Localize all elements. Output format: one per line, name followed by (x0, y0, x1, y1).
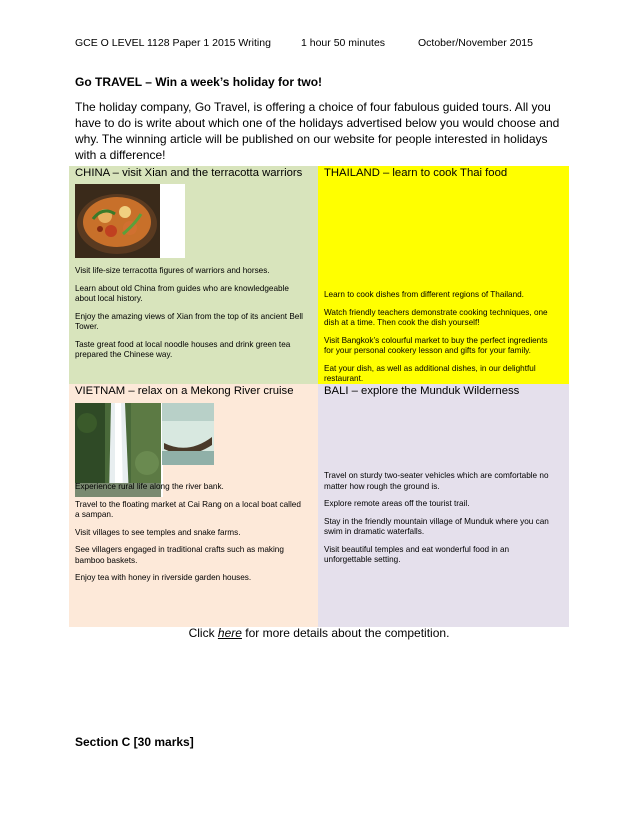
tour-cell-thailand (318, 166, 569, 384)
list-item: Visit Bangkok’s colourful market to buy the perfect ingredients for your personal cookery lesson and gifts for your family. (324, 335, 548, 355)
bali-description (324, 471, 559, 573)
page-title: Go TRAVEL – Win a week’s holiday for two! (75, 75, 323, 89)
tour-heading-vietnam: VIETNAM – relax on a Mekong River cruise (75, 385, 294, 397)
list-item: Visit life-size terracotta figures of warriors and horses. (75, 266, 270, 275)
list-item: Visit beautiful temples and eat wonderful food in an unforgettable setting. (324, 544, 510, 564)
china-food-photo (75, 184, 185, 258)
list-item: Travel to the floating market at Cai Rang on a local boat called a sampan. (75, 499, 301, 519)
list-item: Visit villages to see temples and snake farms. (75, 527, 241, 537)
list-item: Learn about old China from guides who are knowledgeable about local history. (75, 283, 289, 303)
list-item: Taste great food at local noodle houses and drink green tea prepared the Chinese way. (75, 339, 291, 359)
list-item: See villagers engaged in traditional crafts such as making bamboo baskets. (75, 545, 284, 565)
list-item: Watch friendly teachers demonstrate cooking techniques, one dish at a time. Then cook the dish yourself! (324, 307, 548, 327)
list-item: Experience rural life along the river bank. (75, 482, 224, 491)
china-description (75, 266, 307, 368)
exam-title: GCE O LEVEL 1128 Paper 1 2015 Writing (75, 37, 271, 49)
list-item: Travel on sturdy two-seater vehicles which are comfortable no matter how rough the ground is. (324, 471, 549, 491)
tour-heading-thailand: THAILAND – learn to cook Thai food (324, 167, 508, 179)
list-item: Learn to cook dishes from different regions of Thailand. (324, 290, 524, 299)
vietnam-description (75, 482, 307, 591)
intro-paragraph: The holiday company, Go Travel, is offering a choice of four fabulous guided tours. All you have to do is write about which one of the holidays advertised below you would choose and why. The winning article will be published on our website for people interested in holidays with a difference! (75, 100, 560, 162)
tour-heading-bali: BALI – explore the Munduk Wilderness (324, 385, 520, 397)
competition-details-line (0, 626, 638, 640)
thailand-description (324, 290, 559, 384)
tours-table (69, 166, 569, 627)
section-heading: Section C [30 marks] (75, 735, 194, 749)
list-item: Explore remote areas off the tourist trail. (324, 499, 470, 508)
tour-cell-vietnam (69, 384, 318, 627)
list-item: Enjoy tea with honey in riverside garden houses. (75, 573, 252, 582)
click-prefix: Click (188, 626, 218, 640)
list-item: Eat your dish, as well as additional dishes, in our delightful restaurant. (324, 363, 536, 383)
tour-cell-china (69, 166, 318, 384)
vietnam-boat-photo (162, 403, 214, 465)
exam-session: October/November 2015 (418, 37, 533, 49)
tour-cell-bali (318, 384, 569, 627)
exam-duration: 1 hour 50 minutes (301, 37, 386, 49)
list-item: Enjoy the amazing views of Xian from the top of its ancient Bell Tower. (75, 311, 304, 331)
list-item: Stay in the friendly mountain village of Munduk where you can swim in dramatic waterfalls. (324, 516, 549, 536)
here-link[interactable]: here (217, 626, 242, 640)
tour-heading-china: CHINA – visit Xian and the terracotta warriors (75, 167, 303, 179)
click-suffix: for more details about the competition. (241, 626, 450, 640)
